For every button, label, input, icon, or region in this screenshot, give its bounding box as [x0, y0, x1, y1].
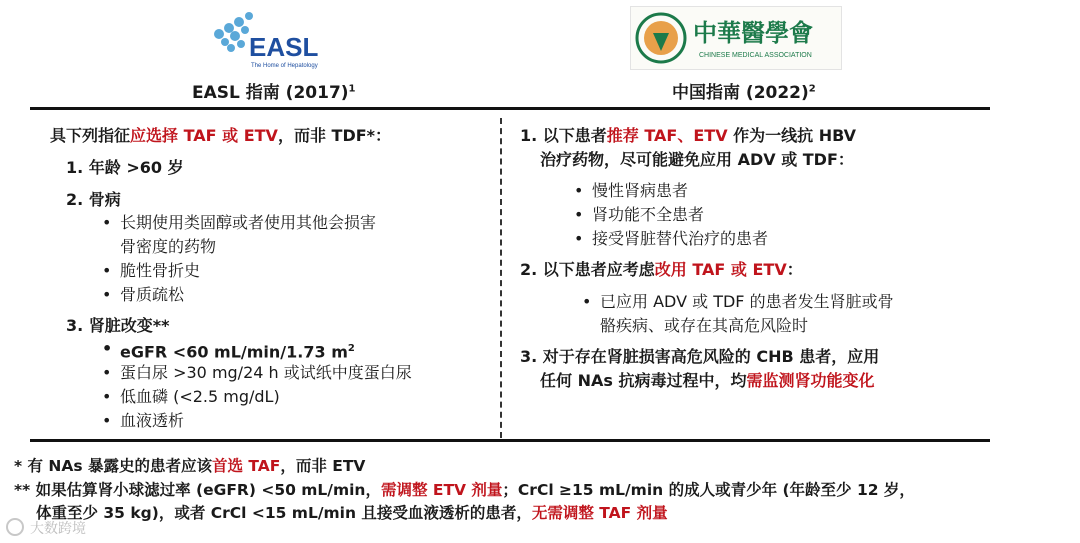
- footnote-2-cont: 体重至少 35 kg)，或者 CrCl <15 mL/min 且接受血液透析的患者，无需调整 TAF 剂量: [36, 504, 668, 522]
- china-point-1: 1. 以下患者推荐 TAF、ETV 作为一线抗 HBV: [520, 126, 857, 145]
- top-rule: [30, 107, 990, 110]
- easl-tagline: The Home of Hepatology: [251, 63, 318, 69]
- china-point-1-cont: 治疗药物，尽可能避免应用 ADV 或 TDF：: [540, 150, 854, 169]
- china-p1-bullet-rrt: • 接受肾脏替代治疗的患者: [592, 227, 768, 251]
- easl-logo: [205, 4, 335, 72]
- china-point-3: 3. 对于存在肾脏损害高危风险的 CHB 患者，应用: [520, 347, 880, 366]
- easl-item-bone: 2. 骨病: [66, 190, 121, 209]
- easl-kidney-bullet-phosphate: • 低血磷 (<2.5 mg/dL): [120, 385, 280, 409]
- easl-item-age: 1. 年龄 >60 岁: [66, 158, 184, 177]
- easl-bone-bullet-1-cont: 骨密度的药物: [120, 237, 217, 256]
- column-divider: [500, 118, 502, 438]
- cma-english-name: CHINESE MEDICAL ASSOCIATION: [699, 52, 812, 59]
- china-p1-bullet-ckd: • 慢性肾病患者: [592, 179, 688, 203]
- china-point-2: 2. 以下患者应考虑改用 TAF 或 ETV：: [520, 260, 803, 279]
- cma-logo: [630, 6, 842, 70]
- easl-bone-bullet-2: • 脆性骨折史: [120, 259, 200, 283]
- footnote-2: ** 如果估算肾小球滤过率 (eGFR) <50 mL/min，需调整 ETV 剂量；CrCl ≥15 mL/min 的成人或青少年 (年龄至少 12 岁，: [14, 481, 915, 499]
- cma-chinese-name: 中華醫學會: [693, 18, 813, 47]
- watermark: 大数跨境: [0, 518, 170, 543]
- easl-bone-bullet-1: • 长期使用类固醇或者使用其他会损害: [120, 211, 376, 235]
- footnote-1: * 有 NAs 暴露史的患者应该首选 TAF，而非 ETV: [14, 457, 366, 475]
- watermark-icon: [6, 518, 24, 536]
- easl-guideline-title: EASL 指南 $(2017)^1$: [192, 83, 356, 103]
- china-guideline-title: 中国指南 $(2022)^2$: [672, 83, 816, 103]
- easl-kidney-bullet-proteinuria: • 蛋白尿 >30 mg/24 h 或试纸中度蛋白尿: [120, 361, 412, 385]
- easl-logo-text: EASL: [249, 32, 319, 62]
- china-point-3-cont: 任何 NAs 抗病毒过程中，均需监测肾功能变化: [540, 371, 875, 390]
- easl-item-kidney: 3. 肾脏改变**: [66, 316, 170, 335]
- china-p1-bullet-renal: • 肾功能不全患者: [592, 203, 704, 227]
- easl-bone-bullet-3: • 骨质疏松: [120, 283, 184, 307]
- easl-kidney-bullet-egfr: • eGFR <60 mL/min/1.73 $m^2$: [120, 337, 355, 364]
- china-p2-bullet-cont: 骼疾病、或存在其高危风险时: [600, 316, 809, 335]
- bottom-rule: [30, 439, 990, 442]
- easl-kidney-bullet-dialysis: • 血液透析: [120, 409, 184, 433]
- easl-intro: 具下列指征应选择 TAF 或 ETV，而非 TDF*：: [50, 126, 392, 145]
- china-p2-bullet: • 已应用 ADV 或 TDF 的患者发生肾脏或骨: [600, 290, 894, 314]
